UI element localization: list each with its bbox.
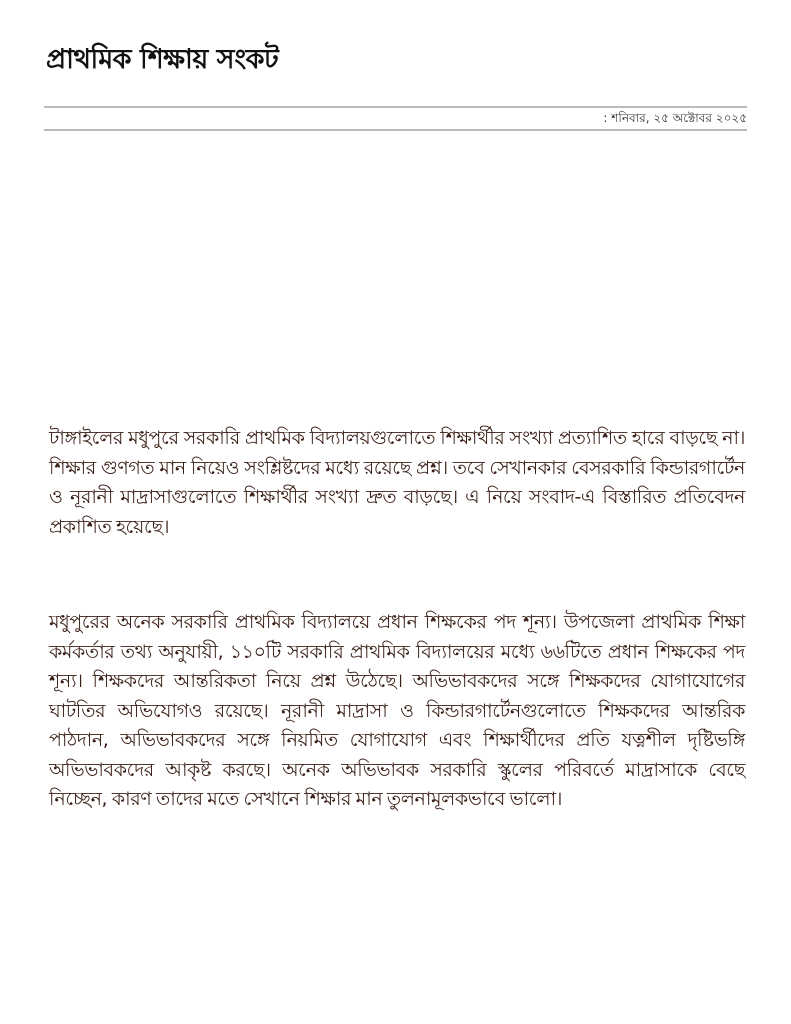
article-title: প্রাথমিক শিক্ষায় সংকট (46, 44, 279, 75)
article-dateline: : শনিবার, ২৫ অক্টোবর ২০২৫ (603, 111, 747, 125)
header-divider-bottom (44, 129, 747, 131)
article-paragraph-2: মধুপুরের অনেক সরকারি প্রাথমিক বিদ্যালয়ে প্রধান শিক্ষকের পদ শূন্য। উপজেলা প্রাথমিক শিক্ষা কর্মকর্তার তথ্য অনুযায়ী, ১১০টি সরকারি প্রাথমিক বিদ্যালয়ের মধ্যে ৬৬টিতে প্রধান শিক্ষকের পদ শূন্য। শিক্ষকদের আন্তরিকতা নিয়ে প্রশ্ন উঠেছে। অভিভাবকদের সঙ্গে শিক্ষকদের যোগাযোগের ঘাটতির অভিযোগও রয়েছে। নূরানী মাদ্রাসা ও কিন্ডারগার্টেনগুলোতে শিক্ষকদের আন্তরিক পাঠদান, অভিভাবকদের সঙ্গে নিয়মিত যোগাযোগ এবং শিক্ষার্থীদের প্রতি যত্নশীল দৃষ্টিভঙ্গি অভিভাবকদের আকৃষ্ট করছে। অনেক অভিভাবক সরকারি স্কুলের পরিবর্তে মাদ্রাসাকে বেছে নিচ্ছেন, কারণ তাদের মতে সেখানে শিক্ষার মান তুলনামূলকভাবে ভালো। (49, 611, 745, 810)
blank-image-area (44, 140, 747, 410)
header-divider-top (44, 106, 747, 108)
article-paragraph-1: টাঙ্গাইলের মধুপুরে সরকারি প্রাথমিক বিদ্যালয়গুলোতে শিক্ষার্থীর সংখ্যা প্রত্যাশিত হারে বাড়ছে না। শিক্ষার গুণগত মান নিয়েও সংশ্লিষ্টদের মধ্যে রয়েছে প্রশ্ন। তবে সেখানকার বেসরকারি কিন্ডারগার্টেন ও নূরানী মাদ্রাসাগুলোতে শিক্ষার্থীর সংখ্যা দ্রুত বাড়ছে। এ নিয়ে সংবাদ-এ বিস্তারিত প্রতিবেদন প্রকাশিত হয়েছে। (49, 427, 745, 538)
